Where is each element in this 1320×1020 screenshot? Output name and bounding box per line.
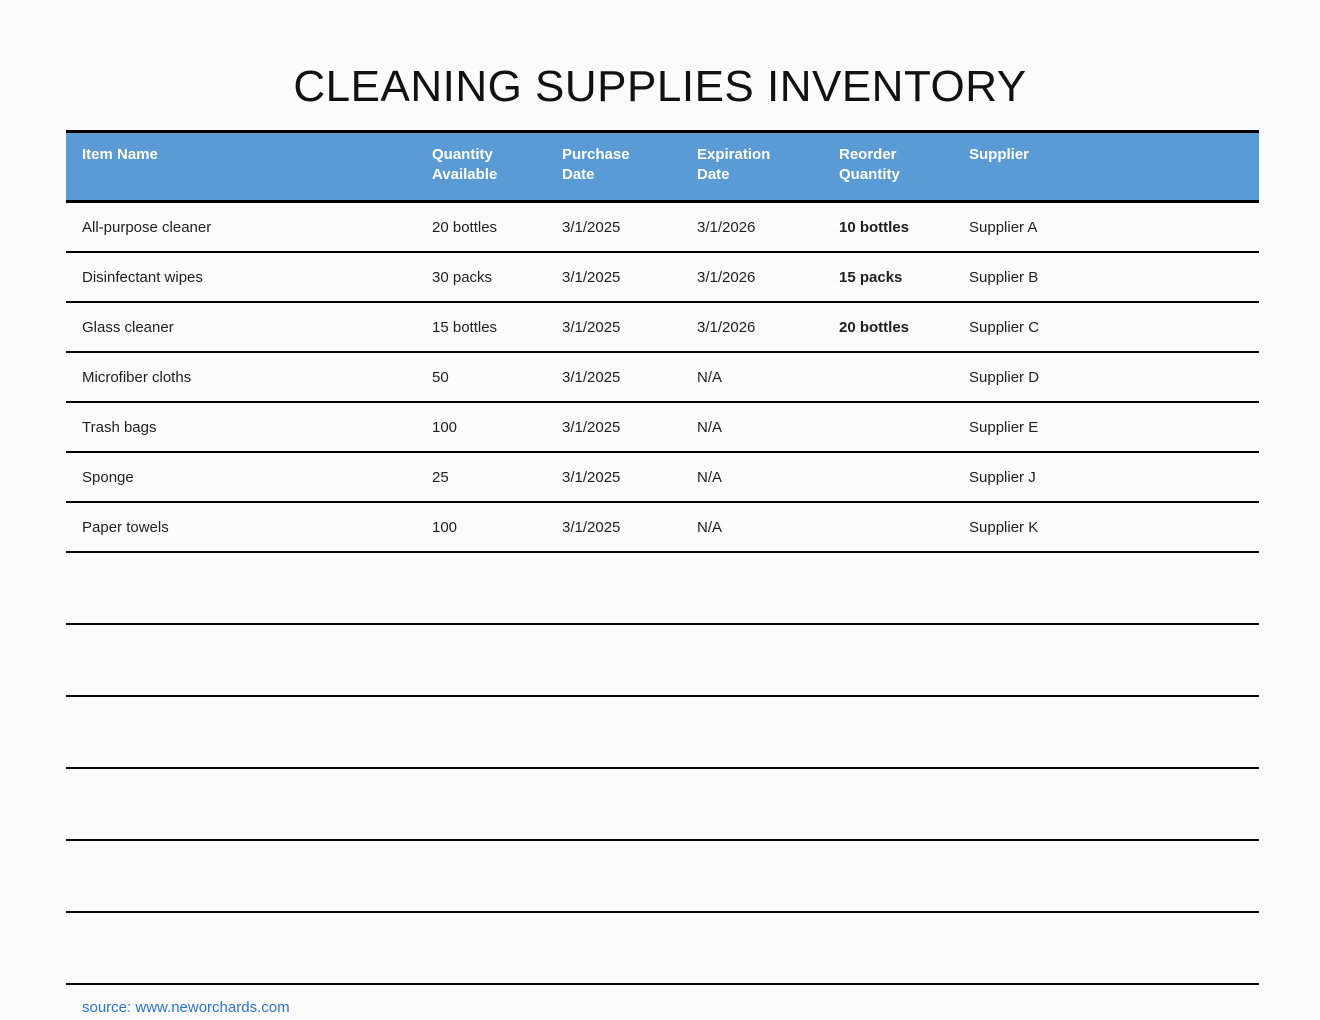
cell-expiration-date: 3/1/2026 (697, 252, 839, 302)
cell-purchase-date: 3/1/2025 (562, 201, 697, 252)
column-header-purchase-date (562, 132, 697, 202)
cell-supplier (969, 912, 1259, 984)
cell-quantity (432, 840, 562, 912)
cell-supplier (969, 768, 1259, 840)
table-row-empty (66, 912, 1259, 984)
table-row-empty (66, 624, 1259, 696)
cell-purchase-date (562, 696, 697, 768)
cell-supplier (969, 552, 1259, 624)
cell-purchase-date (562, 768, 697, 840)
cell-purchase-date: 3/1/2025 (562, 502, 697, 552)
cell-expiration-date (697, 768, 839, 840)
cell-reorder-quantity (839, 552, 969, 624)
column-header-purchase-date-line2: Date (562, 166, 595, 184)
cell-quantity: 25 (432, 452, 562, 502)
cell-reorder-quantity (839, 768, 969, 840)
cell-reorder-quantity (839, 352, 969, 402)
cell-item-name (66, 696, 432, 768)
cell-item-name: Paper towels (66, 502, 432, 552)
column-header-expiration-date (697, 132, 839, 202)
cell-purchase-date: 3/1/2025 (562, 402, 697, 452)
cell-item-name (66, 552, 432, 624)
cell-reorder-quantity: 20 bottles (839, 302, 969, 352)
column-header-item-name-line1: Item Name (82, 146, 158, 163)
cell-item-name: Microfiber cloths (66, 352, 432, 402)
table-body (66, 201, 1259, 984)
cell-reorder-quantity (839, 452, 969, 502)
cell-purchase-date: 3/1/2025 (562, 252, 697, 302)
cell-item-name (66, 840, 432, 912)
table-row-empty (66, 696, 1259, 768)
cell-purchase-date: 3/1/2025 (562, 352, 697, 402)
column-header-expiration-date-line2: Date (697, 166, 730, 184)
table-row-empty (66, 552, 1259, 624)
column-header-quantity-line2: Available (432, 166, 498, 184)
cell-expiration-date: N/A (697, 502, 839, 552)
cell-purchase-date: 3/1/2025 (562, 452, 697, 502)
table-header-row (66, 132, 1259, 202)
page-title: CLEANING SUPPLIES INVENTORY (293, 62, 1027, 111)
cell-supplier (969, 624, 1259, 696)
cell-quantity: 100 (432, 402, 562, 452)
table-row-empty (66, 840, 1259, 912)
cell-quantity (432, 552, 562, 624)
cell-expiration-date (697, 552, 839, 624)
cell-purchase-date (562, 552, 697, 624)
inventory-table (66, 130, 1259, 985)
cell-supplier: Supplier K (969, 502, 1259, 552)
cell-item-name (66, 768, 432, 840)
cell-reorder-quantity: 15 packs (839, 252, 969, 302)
cell-supplier (969, 696, 1259, 768)
cell-purchase-date: 3/1/2025 (562, 302, 697, 352)
column-header-reorder-line2: Quantity (839, 166, 900, 184)
cell-reorder-quantity (839, 840, 969, 912)
table-row (66, 452, 1259, 502)
cell-item-name: All-purpose cleaner (66, 201, 432, 252)
cell-purchase-date (562, 912, 697, 984)
cell-expiration-date: N/A (697, 402, 839, 452)
table-row-empty (66, 768, 1259, 840)
source-link[interactable]: source: www.neworchards.com (82, 998, 290, 1016)
cell-expiration-date: N/A (697, 352, 839, 402)
column-header-reorder-line1: Reorder (839, 146, 897, 163)
cell-reorder-quantity (839, 624, 969, 696)
table-row (66, 201, 1259, 252)
cell-quantity: 100 (432, 502, 562, 552)
cell-purchase-date (562, 840, 697, 912)
cell-quantity: 20 bottles (432, 201, 562, 252)
cell-reorder-quantity (839, 912, 969, 984)
cell-expiration-date: 3/1/2026 (697, 201, 839, 252)
cell-supplier (969, 840, 1259, 912)
cell-quantity (432, 624, 562, 696)
cell-supplier: Supplier C (969, 302, 1259, 352)
cell-supplier: Supplier J (969, 452, 1259, 502)
cell-supplier: Supplier D (969, 352, 1259, 402)
cell-reorder-quantity: 10 bottles (839, 201, 969, 252)
cell-item-name (66, 624, 432, 696)
cell-quantity: 50 (432, 352, 562, 402)
column-header-purchase-date-line1: Purchase (562, 146, 630, 163)
table-header (66, 132, 1259, 202)
cell-item-name: Disinfectant wipes (66, 252, 432, 302)
cell-quantity (432, 696, 562, 768)
inventory-table-container (66, 130, 1254, 985)
cell-quantity (432, 912, 562, 984)
column-header-item-name (66, 132, 432, 202)
table-row (66, 252, 1259, 302)
cell-expiration-date (697, 840, 839, 912)
cell-supplier: Supplier E (969, 402, 1259, 452)
cell-supplier: Supplier B (969, 252, 1259, 302)
column-header-supplier (969, 132, 1259, 202)
cell-quantity (432, 768, 562, 840)
column-header-supplier-line1: Supplier (969, 146, 1030, 163)
cell-reorder-quantity (839, 502, 969, 552)
table-row (66, 502, 1259, 552)
cell-item-name: Sponge (66, 452, 432, 502)
cell-expiration-date (697, 624, 839, 696)
cell-reorder-quantity (839, 696, 969, 768)
column-header-expiration-date-line1: Expiration (697, 146, 771, 163)
table-row (66, 302, 1259, 352)
table-row (66, 402, 1259, 452)
cell-item-name: Trash bags (66, 402, 432, 452)
column-header-quantity-available (432, 132, 562, 202)
cell-expiration-date (697, 696, 839, 768)
cell-expiration-date (697, 912, 839, 984)
cell-purchase-date (562, 624, 697, 696)
cell-reorder-quantity (839, 402, 969, 452)
cell-expiration-date: N/A (697, 452, 839, 502)
cell-expiration-date: 3/1/2026 (697, 302, 839, 352)
column-header-quantity-line1: Quantity (432, 146, 493, 163)
column-header-reorder-quantity (839, 132, 969, 202)
cell-quantity: 15 bottles (432, 302, 562, 352)
cell-item-name (66, 912, 432, 984)
table-row (66, 352, 1259, 402)
cell-quantity: 30 packs (432, 252, 562, 302)
cell-item-name: Glass cleaner (66, 302, 432, 352)
cell-supplier: Supplier A (969, 201, 1259, 252)
